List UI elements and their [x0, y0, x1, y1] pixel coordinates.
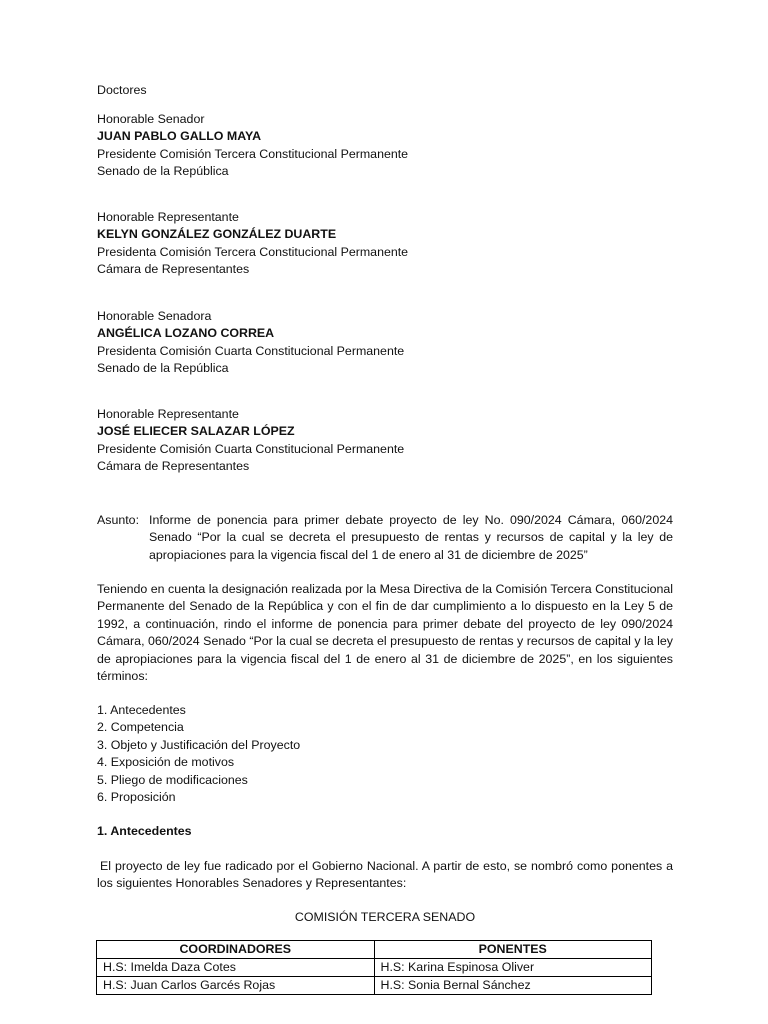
- recipient-honorific: Honorable Senadora: [97, 309, 212, 323]
- section-heading-text: 1. Antecedentes: [97, 824, 192, 838]
- table-cell: H.S: Juan Carlos Garcés Rojas: [97, 977, 375, 995]
- salutation: [97, 82, 673, 99]
- committee-table: [96, 940, 652, 995]
- recipient-block-3: [97, 308, 673, 378]
- toc-item: 2. Competencia: [97, 720, 184, 735]
- table-cell: H.S: Sonia Bernal Sánchez: [374, 977, 652, 995]
- recipient-name: KELYN GONZÁLEZ GONZÁLEZ DUARTE: [97, 227, 337, 242]
- recipient-role: Presidenta Comisión Tercera Constitucional Permanente: [97, 244, 409, 259]
- table-caption-text: COMISIÓN TERCERA SENADO: [294, 910, 476, 924]
- recipient-name: JOSÉ ELIECER SALAZAR LÓPEZ: [97, 424, 295, 439]
- toc-list: [97, 702, 673, 806]
- recipient-chamber: Senado de la República: [97, 164, 229, 179]
- recipient-honorific: Honorable Representante: [97, 407, 239, 421]
- recipient-chamber: Cámara de Representantes: [97, 459, 250, 474]
- subject-text: Informe de ponencia para primer debate proyecto de ley No. 090/2024 Cámara, 060/2024 Senado “Por la cual se decreta el presupuesto de rentas y recursos de capital y la ley de apropiaciones para la vigencia fiscal del 1 de enero al 31 de diciembre de 2025”: [149, 513, 673, 562]
- salutation-text: Doctores: [97, 83, 147, 97]
- toc-item: 4. Exposición de motivos: [97, 755, 235, 770]
- table-cell: H.S: Imelda Daza Cotes: [97, 959, 375, 977]
- recipient-chamber: Cámara de Representantes: [97, 262, 250, 277]
- toc-item: 6. Proposición: [97, 790, 176, 805]
- recipient-chamber: Senado de la República: [97, 361, 229, 376]
- recipient-name: ANGÉLICA LOZANO CORREA: [97, 326, 275, 341]
- column-header: PONENTES: [374, 941, 652, 959]
- toc-item: 3. Objeto y Justificación del Proyecto: [97, 737, 301, 752]
- recipient-role: Presidente Comisión Cuarta Constitucional Permanente: [97, 441, 405, 456]
- table-row: [97, 977, 652, 995]
- section-heading: [97, 823, 673, 840]
- table-cell: H.S: Karina Espinosa Oliver: [374, 959, 652, 977]
- recipient-honorific: Honorable Senador: [97, 112, 205, 126]
- table-row: [97, 959, 652, 977]
- table-header-row: [97, 941, 652, 959]
- recipient-block-1: [97, 111, 673, 181]
- subject-label: Asunto:: [97, 513, 140, 527]
- column-header: COORDINADORES: [97, 941, 375, 959]
- toc-item: 1. Antecedentes: [97, 703, 186, 717]
- subject-block: [97, 512, 673, 564]
- toc-item: 5. Pliego de modificaciones: [97, 772, 248, 787]
- recipient-block-4: [97, 406, 673, 476]
- recipient-role: Presidente Comisión Tercera Constitucional Permanente: [97, 146, 409, 161]
- recipient-honorific: Honorable Representante: [97, 210, 239, 224]
- recipient-name: JUAN PABLO GALLO MAYA: [97, 129, 262, 144]
- section-paragraph: El proyecto de ley fue radicado por el Gobierno Nacional. A partir de esto, se nombró como ponentes a los siguientes Honorables Senadores y Representantes:: [97, 859, 673, 891]
- table-caption: [97, 909, 673, 926]
- recipient-role: Presidenta Comisión Cuarta Constitucional Permanente: [97, 343, 405, 358]
- recipient-block-2: [97, 209, 673, 279]
- intro-paragraph: Teniendo en cuenta la designación realizada por la Mesa Directiva de la Comisión Tercera Constitucional Permanente del Senado de la República y con el fin de dar cumplimiento a lo dispuesto en la Ley 5 de 1992, a continuación, rindo el informe de ponencia para primer debate del proyecto de ley 090/2024 Cámara, 060/2024 Senado “Por la cual se decreta el presupuesto de rentas y recursos de capital y la ley de apropiaciones para la vigencia fiscal del 1 de enero al 31 de diciembre de 2025”, en los siguientes términos:: [97, 582, 673, 684]
